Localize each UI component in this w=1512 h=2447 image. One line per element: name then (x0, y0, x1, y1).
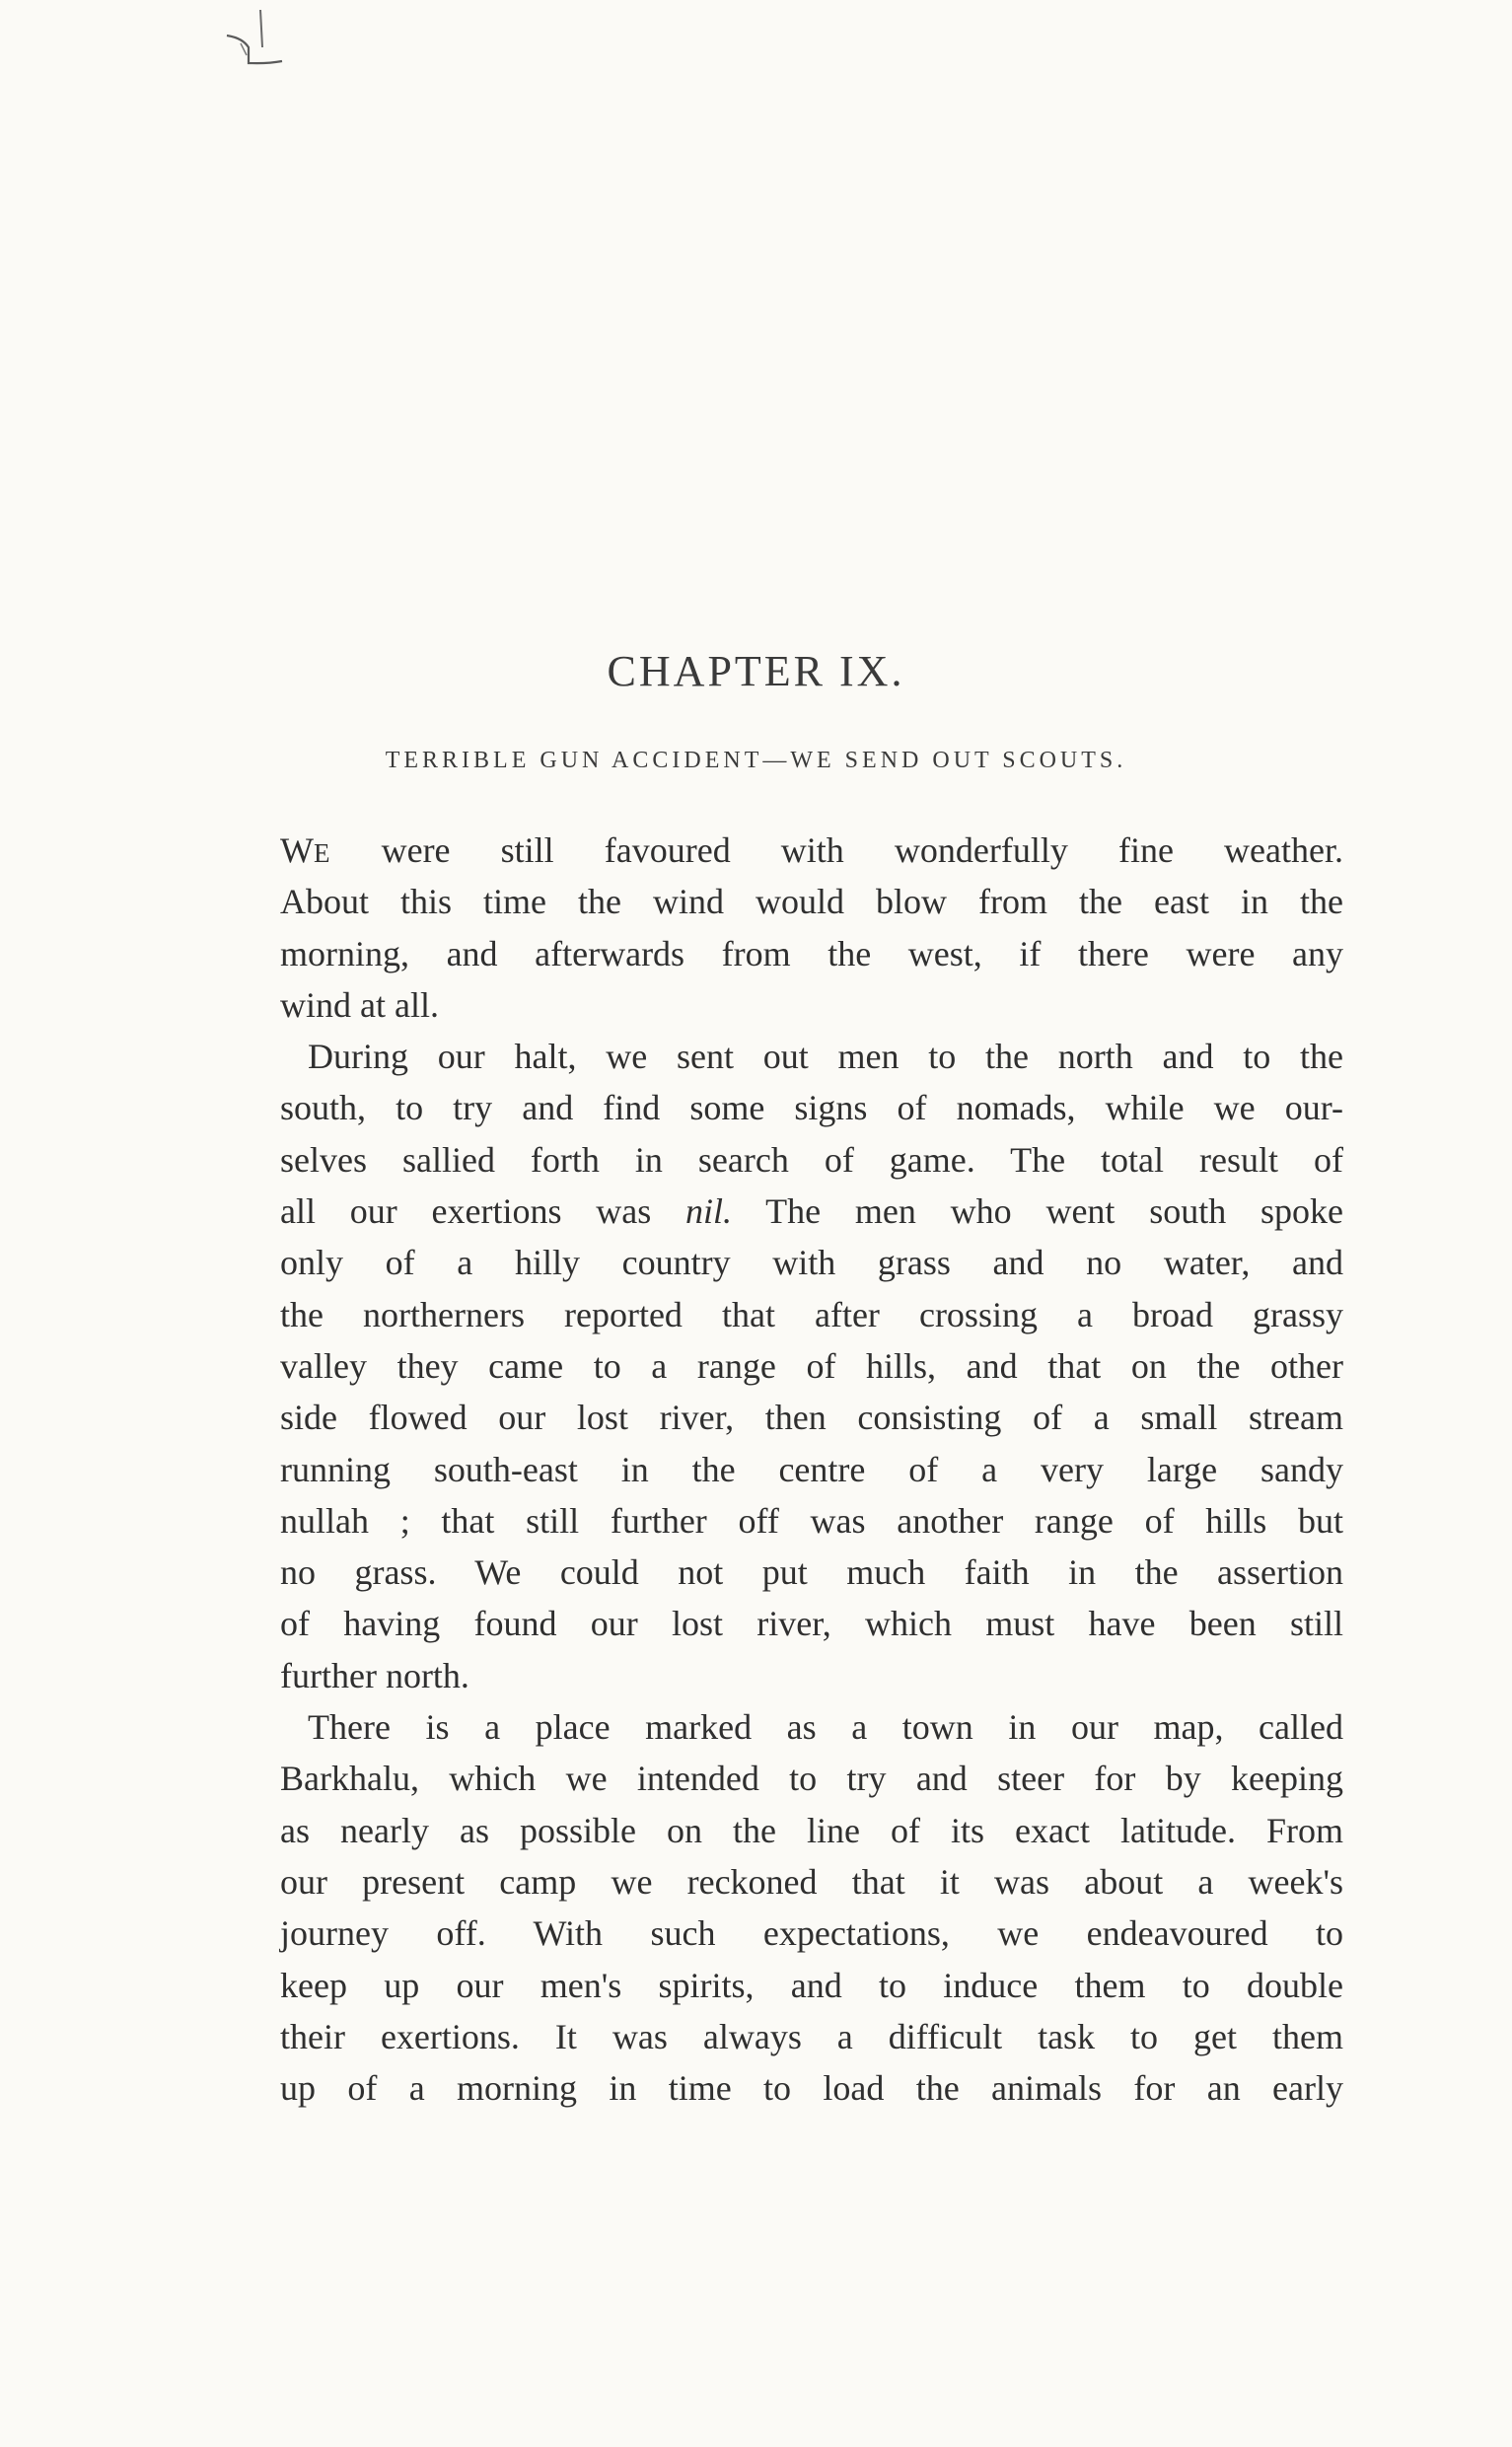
text-line: valley they came to a range of hills, and that on the other (280, 1345, 1343, 1386)
text-line: no grass. We could not put much faith in the assertion (280, 1552, 1343, 1593)
text-line: our present camp we reckoned that it was about a week's (280, 1861, 1343, 1902)
text-line: morning, and afterwards from the west, if there were any (280, 933, 1343, 973)
text-line: journey off. With such expectations, we endeavoured to (280, 1913, 1343, 1954)
text-line-1 (280, 825, 1343, 876)
text-line: side flowed our lost river, then consisting of a small stream (280, 1398, 1343, 1438)
italic-word: nil. (685, 1191, 733, 1232)
text-line: Barkhalu, which we intended to try and steer for by keeping (280, 1759, 1343, 1799)
text-line: south, to try and find some signs of nomads, while we our- (280, 1088, 1343, 1128)
text-line (280, 1031, 1343, 1082)
text-line: selves sallied forth in search of game. The total result of (280, 1139, 1343, 1180)
first-word-initial: W (280, 830, 314, 870)
text-line: nullah ; that still further off was another range of hills but (280, 1500, 1343, 1541)
text-line: keep up our men's spirits, and to induce them to double (280, 1965, 1343, 2005)
text-line: as nearly as possible on the line of its exact latitude. From (280, 1810, 1343, 1850)
text-line: wind at all. (280, 984, 439, 1025)
chapter-title: CHAPTER IX. (607, 647, 905, 695)
body-text (280, 825, 1343, 2114)
text-line: only of a hilly country with grass and no water, and (280, 1243, 1343, 1283)
text-line: further north. (280, 1655, 469, 1695)
first-word-small-caps: E (313, 838, 331, 868)
text-line: running south-east in the centre of a very large sandy (280, 1449, 1343, 1489)
text-line: the northerners reported that after crossing a broad grassy (280, 1294, 1343, 1334)
text-line: of having found our lost river, which must have been still (280, 1604, 1343, 1644)
chapter-subtitle: TERRIBLE GUN ACCIDENT—WE SEND OUT SCOUTS. (385, 748, 1127, 773)
text-line: up of a morning in time to load the animals for an early (280, 2068, 1343, 2109)
pencil-mark-icon (219, 8, 288, 67)
text-line: their exertions. It was always a difficult task to get them (280, 2016, 1343, 2056)
text-line: There is a place marked as a town in our map, called (308, 1707, 1343, 1748)
text-line-indented: During our halt, we sent out men to the north and to the (308, 1037, 1343, 1077)
text-line-1-rest: were still favoured with wonderfully fine weather. (330, 830, 1343, 870)
text-line: About this time the wind would blow from the east in the (280, 882, 1343, 922)
text-line: all our exertions was nil. The men who went south spoke (280, 1191, 1343, 1232)
